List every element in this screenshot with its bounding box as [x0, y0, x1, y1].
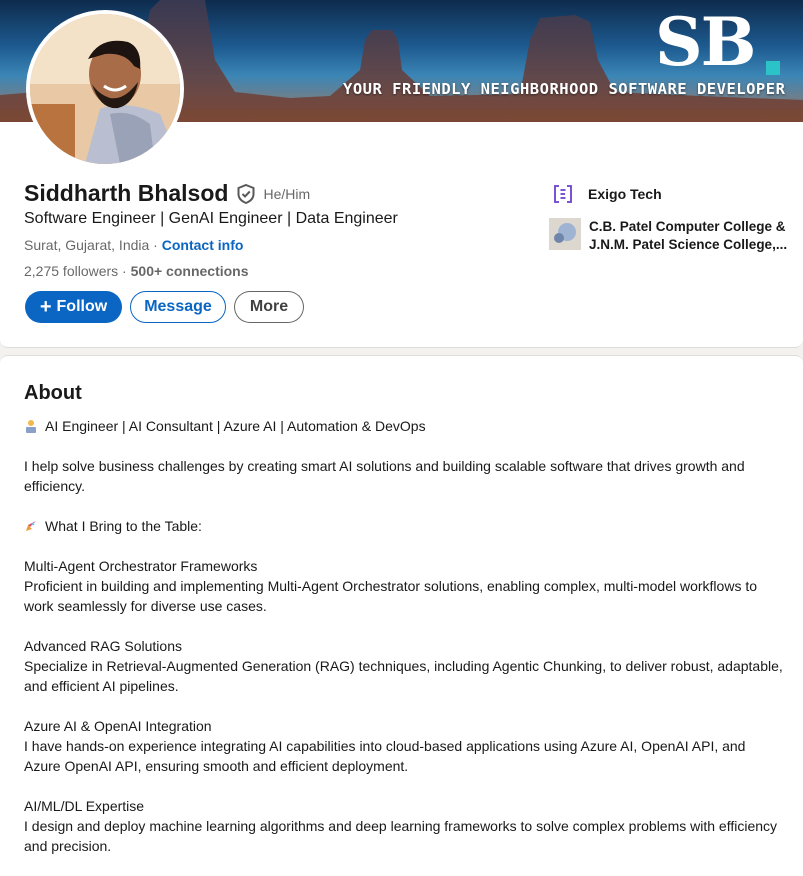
followers-count[interactable]: 2,275 followers	[24, 263, 119, 279]
follow-button[interactable]	[25, 291, 122, 323]
pronouns: He/Him	[263, 185, 311, 202]
profile-top-card	[0, 0, 803, 348]
school-name-line2: J.N.M. Patel Science College,...	[589, 237, 788, 252]
school-name	[589, 218, 789, 254]
technologist-emoji-icon	[24, 419, 38, 433]
section-text: I have hands-on experience integrating AI capabilities into cloud-based applications using Azure AI, OpenAI API, and Azure OpenAI API, ensuring smooth and efficient deployment.	[24, 738, 746, 774]
separator: ·	[149, 237, 162, 253]
plus-icon: +	[39, 296, 52, 318]
section-text: Proficient in building and implementing Multi-Agent Orchestrator solutions, enabling complex, multi-model workflows to work seamlessly for diverse use cases.	[24, 578, 758, 614]
connections-count[interactable]: 500+ connections	[130, 263, 249, 279]
profile-avatar[interactable]	[26, 10, 184, 168]
about-title: About	[24, 382, 82, 404]
sb-logo-dot	[766, 61, 780, 75]
section-text: I design and deploy machine learning algorithms and deep learning frameworks to solve complex problems with efficiency and precision.	[24, 818, 778, 854]
section-text: Specialize in Retrieval-Augmented Generation (RAG) techniques, including Agentic Chunking, to deliver robust, adaptable, and efficient AI pipelines.	[24, 658, 783, 694]
profile-headline: Software Engineer | GenAI Engineer | Data Engineer	[24, 210, 398, 227]
follow-label: Follow	[56, 298, 108, 315]
more-button[interactable]: More	[234, 291, 304, 323]
school-logo-icon	[549, 218, 581, 250]
about-intro: I help solve business challenges by creating smart AI solutions and building scalable software that drives growth and efficiency.	[24, 458, 745, 494]
verified-shield-icon[interactable]	[237, 184, 255, 204]
education-school[interactable]	[549, 218, 789, 254]
message-button[interactable]: Message	[130, 291, 226, 323]
section-title: Advanced RAG Solutions	[24, 638, 182, 654]
avatar-photo	[30, 14, 180, 164]
section-title: Azure AI & OpenAI Integration	[24, 718, 212, 734]
rocket-emoji-icon	[24, 519, 38, 533]
about-bring-text: What I Bring to the Table:	[45, 518, 202, 534]
about-line-1	[24, 416, 784, 436]
network-stats	[24, 263, 249, 279]
sb-logo: SB	[655, 3, 755, 81]
location: Surat, Gujarat, India	[24, 237, 150, 253]
about-line-1-text: AI Engineer | AI Consultant | Azure AI | Automation & DevOps	[45, 418, 426, 434]
banner-tagline: YOUR FRIENDLY NEIGHBORHOOD SOFTWARE DEVELOPER	[343, 80, 786, 98]
about-bring	[24, 516, 784, 536]
contact-info-link[interactable]: Contact info	[161, 237, 244, 253]
separator: ·	[118, 263, 131, 279]
about-card	[0, 355, 803, 876]
section-title: Multi-Agent Orchestrator Frameworks	[24, 558, 258, 574]
location-row	[24, 237, 243, 253]
school-name-line1: C.B. Patel Computer College &	[589, 219, 786, 234]
name-row	[24, 180, 310, 207]
profile-name: Siddharth Bhalsod	[24, 180, 229, 206]
company-name: Exigo Tech	[588, 186, 662, 202]
about-body	[24, 416, 784, 856]
section-title: AI/ML/DL Expertise	[24, 798, 145, 814]
exigo-tech-logo-icon	[552, 183, 574, 205]
current-company[interactable]	[552, 183, 662, 205]
